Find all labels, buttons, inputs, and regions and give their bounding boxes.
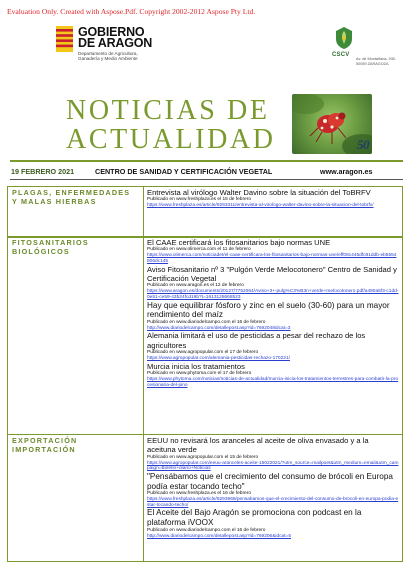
- news-title: Hay que equilibrar fósforo y zinc en el suelo (30-60) para un mayor rendimiento del maíz: [147, 300, 390, 320]
- section-fitosanitarios: [7, 236, 403, 435]
- news-source: Publicado en www.olimerca.com el 11 de febrero: [147, 247, 251, 253]
- news-title: El CAAE certificará los fitosanitarios bajo normas UNE: [147, 238, 331, 247]
- news-source: Publicado en www.agropopular.com el 17 de febrero: [147, 350, 259, 356]
- news-link[interactable]: https://www.agropopular.com/eeuu-aranceles-aceite-15022021/?utm_source=mailpoet&utm_medium=email&utm_campaign=Boletin+diario+Noticias: [147, 460, 399, 472]
- news-title: Aviso Fitosanitario nº 3 "Pulgón Verde Melocotonero" Centro de Sanidad y Certificación Vegetal: [147, 264, 397, 283]
- cscv-emblem-icon: [334, 26, 354, 50]
- news-title: Alemania limitará el uso de pesticidas a pesar del rechazo de los agricultores: [147, 331, 366, 350]
- news-source: Publicado en www.aragon.es el 12 de febrero: [147, 283, 244, 289]
- news-source: Publicado en www.diariodelcampo.com el 16 de febrero: [147, 527, 266, 533]
- news-source: Publicado en www.diariodelcampo.com el 16 de febrero: [147, 319, 266, 325]
- section-label: PLAGAS, ENFERMEDADES Y MALAS HIERBAS: [12, 188, 131, 206]
- news-item: [147, 472, 399, 508]
- centro-name: CENTRO DE SANIDAD Y CERTIFICACIÓN VEGETAL: [95, 167, 273, 176]
- section-exportacion: [7, 434, 403, 562]
- issue-date: 19 FEBRERO 2021: [11, 167, 75, 176]
- news-link[interactable]: http://www.diariodelcampo.com/detallepost.asp?id=769206&idcat=5: [147, 533, 291, 539]
- section-plagas: [7, 186, 403, 238]
- news-item: [147, 362, 399, 389]
- news-link[interactable]: https://www.freshplaza.es/article/9293311/entrevista-al-virologo-walter-davino-sobre-la-situacion-del-tobrfv/: [147, 203, 374, 209]
- aragon-flag-icon: [56, 26, 73, 52]
- header-divider-top: [10, 160, 403, 162]
- cscv-address: Av. de Montañana, 930. 50059 ZARAGOZA: [356, 57, 396, 66]
- gobierno-aragon-logo: [56, 26, 186, 66]
- news-item: [147, 238, 399, 265]
- news-title: Murcia inicia los tratamientos: [147, 361, 245, 371]
- news-link[interactable]: https://www.phytoma.com/noticias/noticias-de-actualidad/murcia-inicia-los-tratamientos-terrestres-para-combatir-la-procesionaria-del-pino: [147, 377, 399, 388]
- news-link[interactable]: https://www.aragon.es/documents/20127/7752064/Aviso+3+-pulg%C3%B3n+verde+melocotonero.pdf/a490a5f3-c1dd-0e51-ce59-43b24fcd19b?t=1613128668523: [147, 289, 399, 300]
- section-body: [143, 187, 402, 237]
- news-title: El Aceite del Bajo Aragón se promociona con podcast en la plataforma iVOOX: [147, 508, 362, 527]
- news-title: EEUU no revisará los aranceles al aceite de oliva envasado y a la aceituna verde: [147, 436, 369, 455]
- news-item: [147, 188, 399, 209]
- section-body: [143, 435, 402, 561]
- news-source: Publicado en www.agropopular.com el 15 de febrero: [147, 454, 259, 460]
- section-label: EXPORTACIÓN IMPORTACIÓN: [12, 436, 78, 454]
- news-link[interactable]: https://www.olimerca.com/noticiadet/el-caae-certificara-los-fitosanitarios-bajo-normas-une/eff08c445dfc81ddb-eb5554806dc145: [147, 253, 397, 264]
- header-divider-bottom: [10, 179, 403, 180]
- anniversary-badge: 50: [357, 137, 369, 152]
- news-item: [147, 301, 399, 332]
- gobierno-label: GOBIERNO: [78, 25, 145, 39]
- news-item: [147, 508, 399, 539]
- news-source: Publicado en www.phytoma.com el 17 de febrero: [147, 371, 252, 377]
- section-label: FITOSANITARIOS BIOLÓGICOS: [12, 238, 89, 256]
- news-link[interactable]: https://www.agropopular.com/alemania-pesticidas-rechazo-170221/: [147, 356, 290, 362]
- de-aragon-label: DE ARAGON: [78, 36, 153, 50]
- news-item: [147, 265, 399, 301]
- website-link[interactable]: www.aragon.es: [320, 167, 373, 176]
- news-title: "Pensábamos que el crecimiento del consumo de brócoli en Europa podía estar tocando techo": [147, 472, 393, 491]
- news-item: [147, 436, 399, 472]
- section-body: [143, 237, 402, 434]
- news-link[interactable]: https://www.freshplaza.es/article/9293969/pensabamos-que-el-crecimiento-del-consumo-de-brocoli-en-europa-podia-estar-tocando-techo/: [147, 497, 399, 508]
- news-item: [147, 331, 399, 361]
- department-label: Departamento de Agricultura, Ganadería y Medio Ambiente: [78, 51, 138, 62]
- news-source: Publicado en www.freshplaza.es el 16 de febrero: [147, 491, 251, 497]
- evaluation-watermark: Evaluation Only. Created with Aspose.Pdf. Copyright 2002-2012 Aspose Pty Ltd.: [7, 7, 256, 16]
- news-link[interactable]: http://www.diariodelcampo.com/detallepost.asp?id=7692048idcat=3: [147, 325, 291, 331]
- cscv-name: CSCV: [332, 52, 350, 58]
- news-title: Entrevista al virólogo Walter Davino sobre la situación del ToBRFV: [147, 188, 371, 197]
- header-bar: [10, 166, 403, 178]
- page-title: NOTICIAS DE ACTUALIDAD: [66, 95, 276, 155]
- news-source: Publicado en www.freshplaza.es el 15 de febrero: [147, 197, 251, 203]
